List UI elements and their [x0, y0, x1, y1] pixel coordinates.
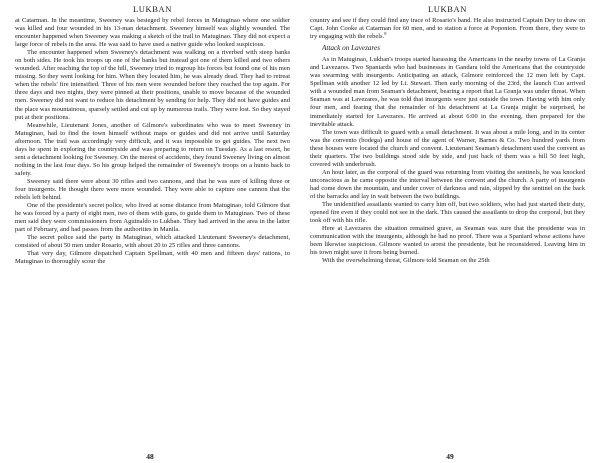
paragraph: The encounter happened when Sweeney's detachment was walking on a riverbed with steep banks on both sides. He took his troops up one of the banks but instead got one of them killed and two others wounded. After reaching the top of the hill, Sweeney tried to regroup his forces but found one of his men missing. So they went looking for him. When they located him, he was already dead. They had to retreat when the rebels' fire intensified. Three of his men were wounded before they reached the top again. For three days and two nights, they were pinned at their positions, unable to move because of the wounded men. Sweeney did not want to reduce his detachment by sending for help. They did not have guides and the place was mountainous, sparsely settled and cut up by numerous trails. They were lost. So they stayed put at their positions.	[15, 49, 290, 121]
paragraph	[310, 17, 585, 41]
paragraph: at Catarman. In the meantime, Sweeney was besieged by rebel forces in Matuginao where one soldier was killed and four wounded in his 13-man detachment. Sweeney himself was slightly wounded. The encounter happened when Sweeney was making a sketch of the trail to Matuginao. They did not expect a large force of rebels in the area. He was said to have used a native guide who looked suspicious.	[15, 17, 290, 49]
paragraph: As in Matuginao, Lukban's troops started harassing the Americans in the nearby towns of La Granja and Lavezares. Two Spaniards who had businesses in Gandara told the Americans that the countryside was swarming with insurgents. Anticipating an attack, Gilmore reinforced the 12 men left by Capt. Spellman with another 12 led by Lt. Stewart. Then early morning of the 23rd, the launch Cuo arrived with a wounded man from Seaman's detachment, bearing a report that La Granja was under threat. When Seaman was at Lavezares, he was told that insurgents were just outside the town. Having with him only four men, and fearing that the remainder of his detachment at La Granja might be surprised, he immediately started for Lavezares. He arrived at about 6:00 in the evening, then prepared for the inevitable attack.	[310, 56, 585, 128]
paragraph: Sweeney said there were about 30 rifles and two cannons, and that he was sure of killing three or four insurgents. He thought there were more wounded. They were able to capture one cannon that the rebels left behind.	[15, 177, 290, 202]
footnote-ref: 8	[384, 30, 387, 36]
section-heading: Attack on Lavezares	[322, 44, 381, 53]
paragraph: With the overwhelming threat, Gilmore told Seaman on the 25th	[322, 257, 490, 265]
paragraph: The secret police said the party in Matuginao, which attacked Lieutenant Sweeney's detachment, consisted of about 50 men under Rosario, with about 20 to 25 rifles and three cannons.	[15, 234, 290, 250]
page-number: 49	[446, 452, 454, 461]
body-text	[310, 17, 585, 450]
page-number: 48	[146, 452, 154, 461]
paragraph: An hour later, as the corporal of the guard was returning from visiting the sentinels, he was knocked unconscious as he came opposite the interval between the convent and the church. A party of insurgents had come down the mountain, and under cover of darkness and rain, slipped by the sentinel on the back of the barracks and lay in wait between the two buildings.	[310, 168, 585, 200]
paragraph: The unidentified assailants wanted to carry him off, but two soldiers, who had just started their duty, opened fire even if they could not see in the dark. This caused the assailants to drop the corporal, but they took off with his rifle.	[310, 201, 585, 225]
body-text	[15, 17, 290, 450]
paragraph: Here at Lavezares the situation remained grave, as Seaman was sure that the presidente was in communication with the insurgents, although he had no proof. There was a Spaniard whose actions have been likewise suspicious. Gilmore wanted to arrest the presidente, but he reconsidered. Leaving him in his town might save it from being burned.	[310, 225, 585, 257]
paragraph: Meanwhile, Lieutenant Jones, another of Gilmore's subordinates who was to meet Sweeney in Matuginao, had to find the town himself without maps or guides and did not arrive until Saturday afternoon. The trail was accordingly very difficult, and it was impossible to get guides. The next two days he spent in exploring the countryside and was preparing to return on Tuesday. As a last resort, he sent a detachment looking for Sweeney. On the merest of accidents, they found Sweeney living on almost nothing in the last four days. So his group helped the remainder of Sweeney's troops on a hunto back to safety.	[15, 121, 290, 177]
right-page	[300, 0, 600, 463]
paragraph-text: country and see if they could find any trace of Rosario's band. He also instructed Captain Dey to draw on Capt. John Cooke at Catarman for 60 men, and to station a force at Poponton. From there, they were to try engaging with the rebels.	[310, 17, 585, 41]
running-head: LUKBAN	[132, 4, 172, 14]
paragraph: That very day, Gilmore dispatched Captain Spellman, with 40 men and fifteen days' rations, to Matuginao to thoroughly scour the	[15, 250, 290, 266]
paragraph: One of the presidente's secret police, who lived at some distance from Matuginao, told Gilmore that he was forced by a party of eight men, two of them with guns, to guide them to Matuginao. Two of these men said they were commissioners from Aguinaldo to Lukban. They had arrived in the area in the latter part of February, and had passes from the authorities in Manila.	[15, 202, 290, 234]
running-head: LUKBAN	[427, 4, 467, 14]
paragraph: The town was difficult to guard with a small detachment. It was about a mile long, and in its center was the convento (bodega) and house of the agent of Warner, Barnes & Co. Two hundred yards from these houses were located the church and convent. Lieutenant Seaman's detachment used the convent as their quarters. The two buildings stood side by side, and just back of them was a hill 50 feet high, covered with underbrush.	[310, 128, 585, 168]
